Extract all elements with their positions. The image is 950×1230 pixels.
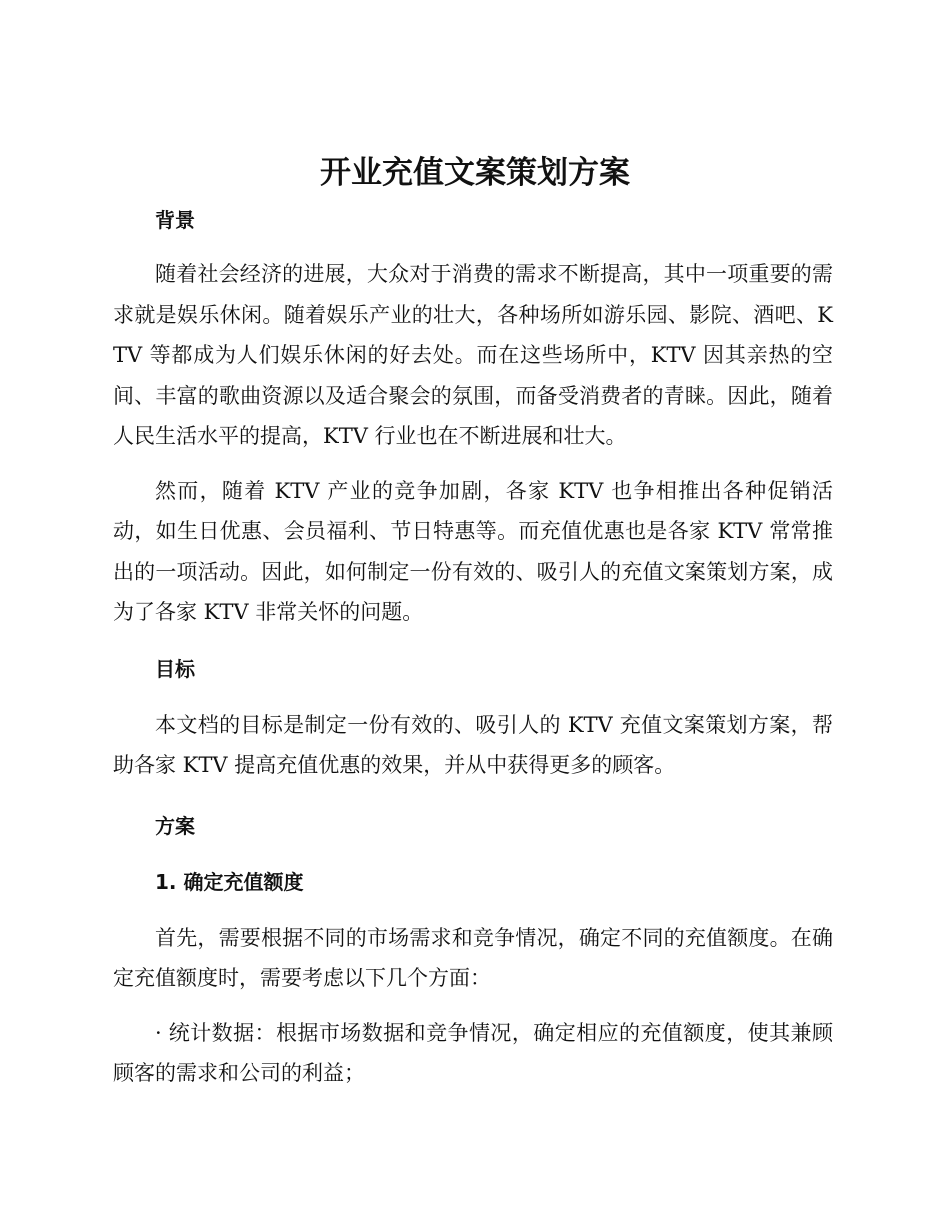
paragraph-plan-1: 首先，需要根据不同的市场需求和竞争情况，确定不同的充值额度。在确定充值额度时，需要考虑以下几个方面： [113, 925, 833, 990]
section-heading-goal: 目标 [155, 656, 195, 681]
bullet-item-statistics: · 统计数据：根据市场数据和竞争情况，确定相应的充值额度，使其兼顾顾客的需求和公司的利益； [113, 1020, 833, 1085]
spacer [113, 999, 833, 1013]
section-heading-plan: 方案 [155, 813, 195, 838]
spacer [113, 786, 833, 806]
spacer [113, 633, 833, 649]
document-title: 开业充值文案策划方案 [320, 155, 630, 191]
spacer [113, 240, 833, 254]
spacer [113, 902, 833, 918]
document-body [113, 200, 833, 1094]
paragraph-background-1: 随着社会经济的进展，大众对于消费的需求不断提高，其中一项重要的需求就是娱乐休闲。随着娱乐产业的壮大，各种场所如游乐园、影院、酒吧、KTV 等都成为人们娱乐休闲的好去处。而在这些场所中，KTV 因其亲热的空间、丰富的歌曲资源以及适合聚会的氛围，而备受消费者的青睐。因此，随着人民生活水平的提高，KTV 行业也在不断进展和壮大。 [113, 262, 833, 448]
spacer [113, 689, 833, 705]
spacer [113, 457, 833, 471]
subsection-heading-1: 1. 确定充值额度 [155, 869, 304, 894]
spacer [113, 846, 833, 862]
paragraph-goal-1: 本文档的目标是制定一份有效的、吸引人的 KTV 充值文案策划方案，帮助各家 KTV 提高充值优惠的效果，并从中获得更多的顾客。 [113, 712, 833, 777]
section-heading-background: 背景 [155, 208, 195, 232]
paragraph-background-2: 然而，随着 KTV 产业的竞争加剧，各家 KTV 也争相推出各种促销活动，如生日优惠、会员福利、节日特惠等。而充值优惠也是各家 KTV 常常推出的一项活动。因此，如何制定一份有效的、吸引人的充值文案策划方案，成为了各家 KTV 非常关怀的问题。 [113, 478, 833, 624]
